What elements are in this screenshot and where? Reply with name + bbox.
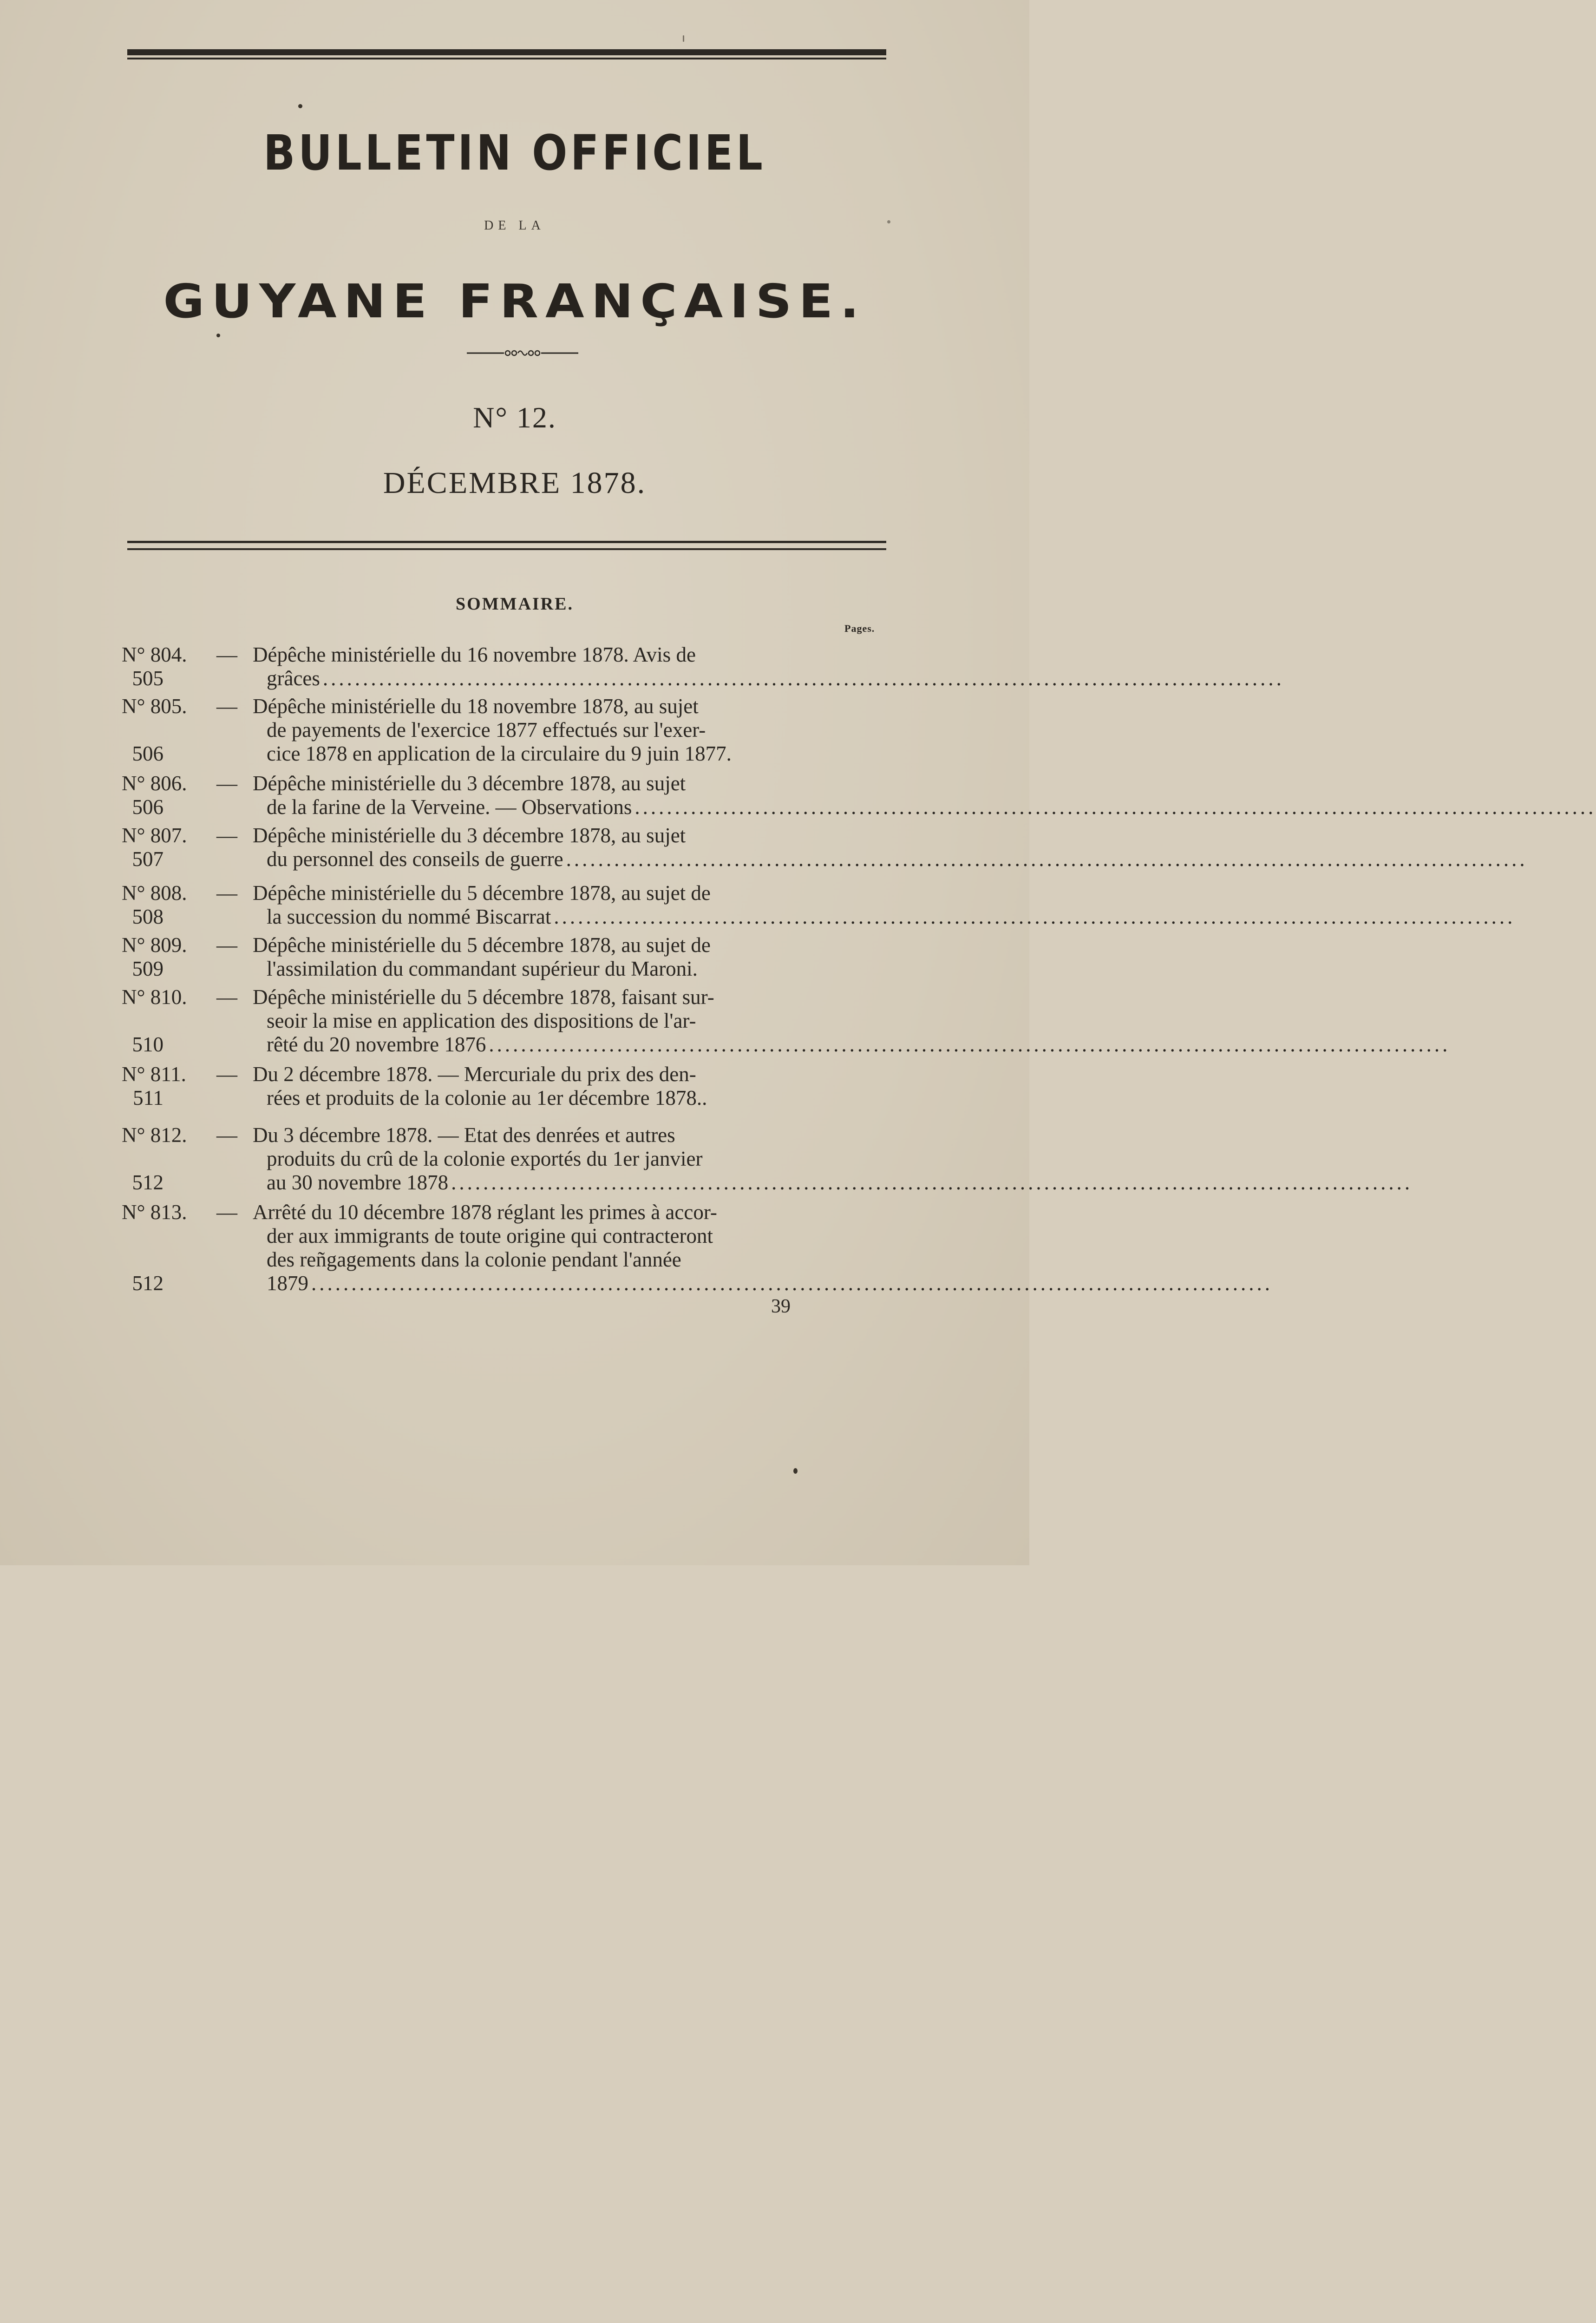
- entry-line: Dépêche ministérielle du 18 novembre 1878, au sujet: [253, 695, 699, 718]
- entry-page-number: 510: [132, 1033, 164, 1056]
- entry-description: [253, 985, 1451, 1057]
- paper-speck: [793, 1468, 798, 1474]
- entry-dash: —: [216, 933, 237, 957]
- title-connector: DE LA: [484, 218, 545, 233]
- entry-page-number: 512: [132, 1171, 164, 1194]
- entry-line: de la farine de la Verveine. — Observations: [267, 795, 632, 819]
- entry-line: rées et produits de la colonie au 1er décembre 1878..: [267, 1086, 707, 1109]
- entry-dash: —: [216, 824, 237, 847]
- entry-dash: —: [216, 1123, 237, 1147]
- entry-page-number: 512: [132, 1272, 164, 1295]
- entry-line: Du 3 décembre 1878. — Etat des denrées et autres: [253, 1123, 675, 1147]
- entry-description: [253, 772, 1596, 819]
- issue-date: DÉCEMBRE 1878.: [383, 466, 647, 500]
- paper-speck: [683, 35, 684, 42]
- entry-description: [253, 1063, 968, 1110]
- entry-number: N° 811.: [122, 1063, 186, 1086]
- dot-leader: ........................................................................................................................: [634, 795, 1596, 819]
- pages-column-label: Pages.: [844, 623, 875, 634]
- entry-number: N° 812.: [122, 1123, 187, 1147]
- entry-description: [253, 1201, 1273, 1295]
- entry-line: au 30 novembre 1878: [267, 1171, 449, 1194]
- entry-line: du personnel des conseils de guerre: [267, 847, 563, 871]
- entry-page-number: 505: [132, 667, 164, 690]
- entry-description: [253, 824, 1528, 871]
- middle-rule: [127, 541, 886, 550]
- entry-dash: —: [216, 881, 237, 905]
- entry-page-number: 509: [132, 957, 164, 980]
- dot-leader: ........................................................................................................................: [489, 1033, 1451, 1056]
- issue-number: N° 12.: [473, 401, 556, 434]
- summary-heading: SOMMAIRE.: [456, 594, 574, 614]
- ornament-divider-icon: [467, 349, 578, 357]
- page-number: 39: [771, 1296, 791, 1317]
- entry-line: Dépêche ministérielle du 5 décembre 1878, au sujet de: [253, 933, 711, 957]
- entry-line: grâces: [267, 667, 320, 690]
- dot-leader: ........................................................................................................................: [566, 847, 1528, 871]
- entry-line: cice 1878 en application de la circulaire du 9 juin 1877.: [267, 742, 732, 765]
- entry-line: des reñgagements dans la colonie pendant l'année: [267, 1248, 681, 1271]
- entry-line: Arrêté du 10 décembre 1878 réglant les primes à accor-: [253, 1201, 717, 1224]
- entry-dash: —: [216, 1063, 237, 1086]
- entry-line: de payements de l'exercice 1877 effectués sur l'exer-: [267, 718, 706, 742]
- dot-leader: ........................................................................................................................: [554, 905, 1516, 928]
- entry-dash: —: [216, 985, 237, 1009]
- entry-line: Dépêche ministérielle du 16 novembre 1878. Avis de: [253, 643, 696, 666]
- entry-number: N° 809.: [122, 933, 187, 957]
- dot-leader: ........................................................................................................................: [451, 1171, 1413, 1194]
- entry-line: Dépêche ministérielle du 3 décembre 1878, au sujet: [253, 772, 686, 795]
- entry-description: [253, 643, 1284, 690]
- entry-line: Dépêche ministérielle du 3 décembre 1878, au sujet: [253, 824, 686, 847]
- paper-speck: [216, 334, 220, 337]
- paper-speck: [298, 104, 302, 108]
- entry-number: N° 805.: [122, 695, 187, 718]
- entry-line: l'assimilation du commandant supérieur du Maroni.: [267, 957, 698, 980]
- entry-page-number: 511: [133, 1086, 164, 1109]
- entry-page-number: 507: [132, 847, 164, 871]
- entry-number: N° 810.: [122, 985, 187, 1009]
- entry-number: N° 804.: [122, 643, 187, 666]
- entry-line: seoir la mise en application des dispositions de l'ar-: [267, 1009, 696, 1032]
- entry-page-number: 506: [132, 795, 164, 819]
- entry-line: la succession du nommé Biscarrat: [267, 905, 551, 928]
- entry-number: N° 808.: [122, 881, 187, 905]
- paper-speck: [887, 220, 890, 223]
- entry-dash: —: [216, 1201, 237, 1224]
- title-bulletin-officiel: BULLETIN OFFICIEL: [263, 125, 766, 181]
- entry-line: 1879: [267, 1272, 308, 1295]
- entry-number: N° 806.: [122, 772, 187, 795]
- entry-description: [253, 695, 968, 766]
- top-rule: [127, 49, 886, 59]
- entry-dash: —: [216, 695, 237, 718]
- dot-leader: ........................................................................................................................: [311, 1272, 1273, 1295]
- entry-description: [253, 881, 1516, 929]
- entry-number: N° 813.: [122, 1201, 187, 1224]
- entry-line: produits du crû de la colonie exportés du 1er janvier: [267, 1147, 703, 1170]
- dot-leader: ........................................................................................................................: [322, 667, 1284, 690]
- entry-line: Dépêche ministérielle du 5 décembre 1878, au sujet de: [253, 881, 711, 905]
- entry-description: [253, 933, 968, 981]
- entry-page-number: 508: [132, 905, 164, 928]
- entry-dash: —: [216, 772, 237, 795]
- title-guyane-francaise: GUYANE FRANÇAISE.: [163, 274, 866, 328]
- entry-page-number: 506: [132, 742, 164, 765]
- entry-line: der aux immigrants de toute origine qui contracteront: [267, 1224, 713, 1247]
- entry-number: N° 807.: [122, 824, 187, 847]
- entry-line: Dépêche ministérielle du 5 décembre 1878, faisant sur-: [253, 985, 714, 1009]
- entry-line: rêté du 20 novembre 1876: [267, 1033, 486, 1056]
- entry-dash: —: [216, 643, 237, 666]
- entry-line: Du 2 décembre 1878. — Mercuriale du prix des den-: [253, 1063, 696, 1086]
- entry-description: [253, 1123, 1413, 1194]
